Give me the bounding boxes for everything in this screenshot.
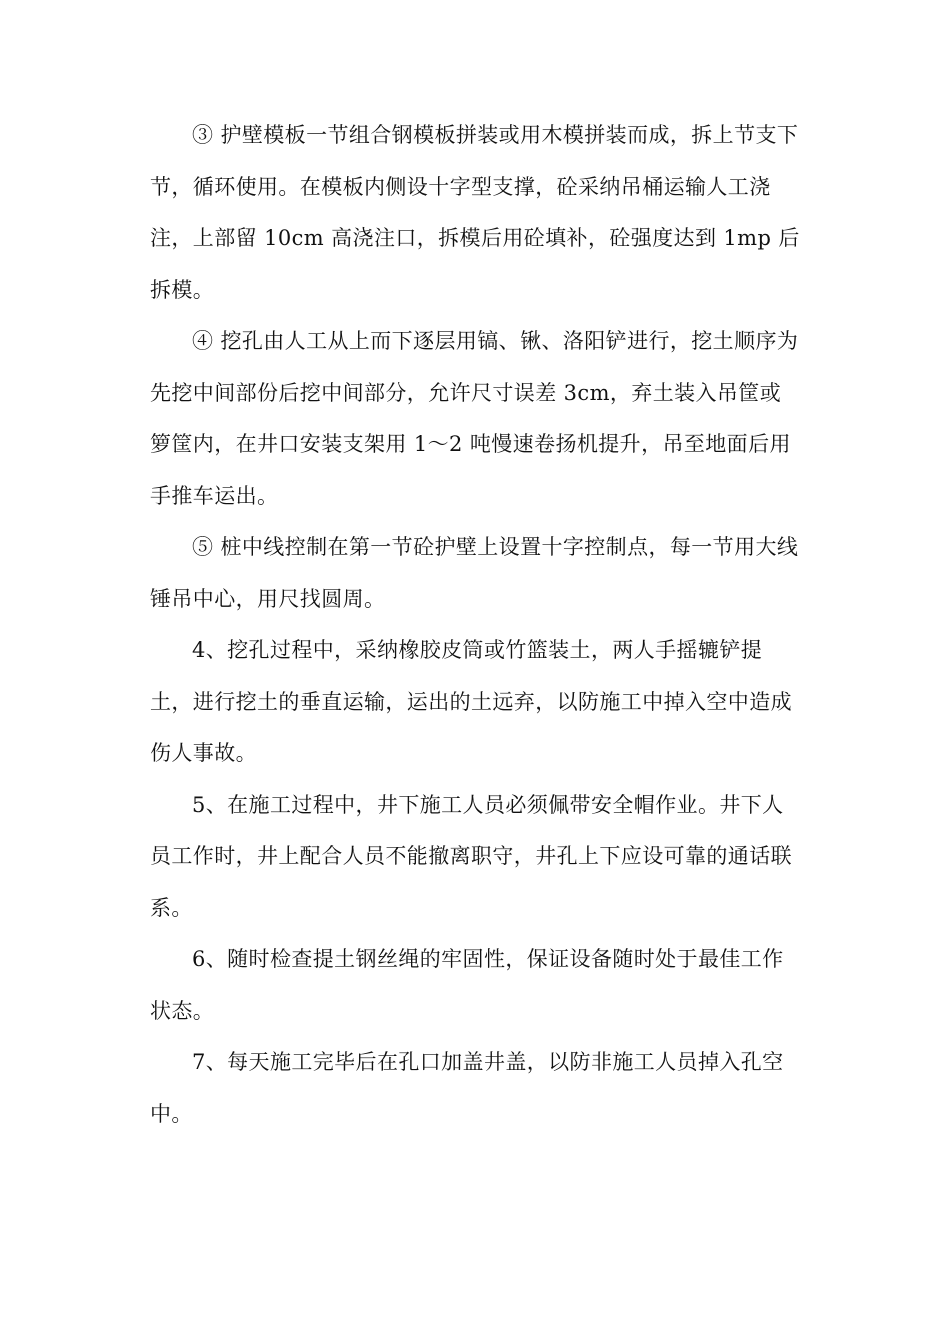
document-body [150,110,802,1140]
paragraph-item-3: ③ 护壁模板一节组合钢模板拼装或用木模拼装而成，拆上节支下节，循环使用。在模板内侧设十字型支撑，砼采纳吊桶运输人工浇注，上部留 10cm 高浇注口，拆模后用砼填补，砼强度达到 1mp 后拆模。 [150,123,800,302]
paragraph-step-5: 5、在施工过程中，井下施工人员必须佩带安全帽作业。井下人员工作时，井上配合人员不能撤离职守，井孔上下应设可靠的通话联系。 [150,792,792,920]
paragraph-step-4: 4、挖孔过程中，采纳橡胶皮筒或竹篮装土，两人手摇辘铲提土，进行挖土的垂直运输，运出的土远弃，以防施工中掉入空中造成伤人事故。 [150,638,792,765]
paragraph-step-7: 7、每天施工完毕后在孔口加盖井盖，以防非施工人员掉入孔空中。 [150,1050,784,1126]
paragraph-item-4: ④ 挖孔由人工从上而下逐层用镐、锹、洛阳铲进行，挖土顺序为先挖中间部份后挖中间部分，允许尺寸误差 3cm，弃土装入吊筐或箩筐内，在井口安装支架用 1～2 吨慢速卷扬机提升，吊至地面后用手推车运出。 [150,329,799,508]
paragraph-item-5: ⑤ 桩中线控制在第一节砼护壁上设置十字控制点，每一节用大线锤吊中心，用尺找圆周。 [150,535,799,611]
paragraph-step-6: 6、随时检查提土钢丝绳的牢固性，保证设备随时处于最佳工作状态。 [150,947,784,1023]
